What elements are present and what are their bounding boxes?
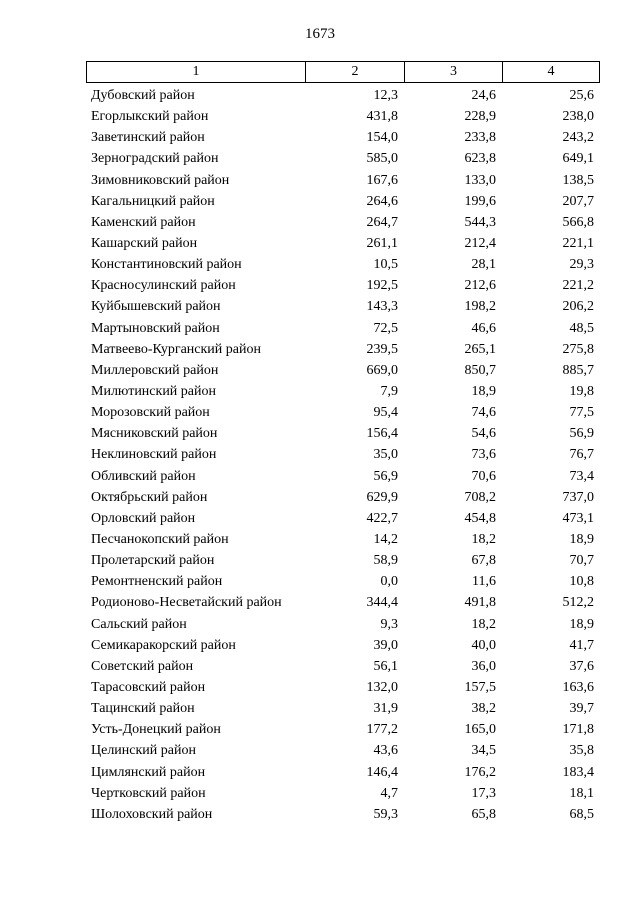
value-col-4: 221,2: [562, 278, 594, 294]
district-name: Тарасовский район: [91, 679, 206, 695]
column-header-2: 2: [306, 62, 405, 82]
value-col-3: 24,6: [471, 88, 496, 103]
value-col-3: 36,0: [471, 658, 496, 674]
value-col-3: 198,2: [464, 299, 496, 315]
district-name: Чертковский район: [91, 785, 206, 801]
value-col-4: 649,1: [562, 151, 594, 167]
table-row: [86, 529, 600, 550]
value-col-4: 68,5: [569, 806, 594, 822]
value-col-4: 207,7: [562, 193, 594, 209]
district-name: Морозовский район: [91, 405, 210, 421]
table-row: [86, 127, 600, 148]
value-col-2: 264,7: [366, 214, 398, 230]
table-row: [86, 318, 600, 339]
table-body: [86, 85, 600, 825]
district-name: Зимовниковский район: [91, 172, 230, 188]
district-name: Мартыновский район: [91, 320, 220, 336]
district-name: Красносулинский район: [91, 278, 236, 294]
column-header-1: 1: [87, 62, 306, 82]
table-row: [86, 423, 600, 444]
value-col-4: 10,8: [569, 574, 594, 590]
district-name: Тацинский район: [91, 701, 195, 717]
value-col-2: 585,0: [366, 151, 398, 167]
value-col-3: 544,3: [464, 214, 496, 230]
value-col-2: 9,3: [380, 616, 398, 632]
district-name: Матвеево-Курганский район: [91, 341, 261, 357]
value-col-2: 10,5: [373, 257, 398, 273]
district-name: Куйбышевский район: [91, 299, 221, 315]
value-col-2: 239,5: [366, 341, 398, 357]
district-name: Зерноградский район: [91, 151, 219, 167]
value-col-4: 18,1: [569, 785, 594, 801]
value-col-3: 38,2: [471, 701, 496, 717]
value-col-2: 14,2: [373, 531, 398, 547]
value-col-4: 885,7: [562, 362, 594, 378]
value-col-2: 39,0: [373, 637, 398, 653]
table-row: [86, 254, 600, 275]
table-row: [86, 677, 600, 698]
value-col-4: 171,8: [562, 722, 594, 738]
table-row: [86, 614, 600, 635]
value-col-2: 192,5: [366, 278, 398, 294]
district-name: Егорлыкский район: [91, 109, 209, 125]
value-col-2: 12,3: [373, 88, 398, 103]
value-col-3: 18,9: [471, 383, 496, 399]
value-col-4: 221,1: [562, 235, 594, 251]
value-col-4: 206,2: [562, 299, 594, 315]
value-col-3: 28,1: [471, 257, 496, 273]
value-col-3: 176,2: [464, 764, 496, 780]
value-col-2: 261,1: [366, 235, 398, 251]
district-name: Кагальницкий район: [91, 193, 215, 209]
table-header: [86, 61, 600, 83]
value-col-3: 70,6: [471, 468, 496, 484]
value-col-2: 72,5: [373, 320, 398, 336]
value-col-3: 54,6: [471, 426, 496, 442]
value-col-3: 454,8: [464, 510, 496, 526]
value-col-3: 850,7: [464, 362, 496, 378]
district-name: Усть-Донецкий район: [91, 722, 221, 738]
district-name: Орловский район: [91, 510, 196, 526]
value-col-2: 422,7: [366, 510, 398, 526]
value-col-4: 37,6: [569, 658, 594, 674]
value-col-4: 41,7: [569, 637, 594, 653]
value-col-3: 67,8: [471, 553, 496, 569]
table-row: [86, 106, 600, 127]
value-col-4: 29,3: [569, 257, 594, 273]
table-row: [86, 360, 600, 381]
district-name: Каменский район: [91, 214, 196, 230]
value-col-4: 18,9: [569, 531, 594, 547]
table-row: [86, 85, 600, 106]
value-col-4: 238,0: [562, 109, 594, 125]
column-header-4: 4: [547, 64, 555, 79]
district-name: Целинский район: [91, 743, 196, 759]
value-col-3: 18,2: [471, 616, 496, 632]
value-col-3: 165,0: [464, 722, 496, 738]
value-col-2: 43,6: [373, 743, 398, 759]
value-col-4: 243,2: [562, 130, 594, 146]
value-col-2: 431,8: [366, 109, 398, 125]
value-col-2: 7,9: [380, 383, 398, 399]
table-row: [86, 275, 600, 296]
value-col-2: 132,0: [366, 679, 398, 695]
value-col-2: 146,4: [366, 764, 398, 780]
district-name: Заветинский район: [91, 130, 205, 146]
district-name: Обливский район: [91, 468, 196, 484]
value-col-2: 4,7: [380, 785, 398, 801]
value-col-2: 156,4: [366, 426, 398, 442]
district-name: Неклиновский район: [91, 447, 217, 463]
value-col-2: 56,1: [373, 658, 398, 674]
value-col-3: 46,6: [471, 320, 496, 336]
district-name: Цимлянский район: [91, 764, 206, 780]
value-col-4: 70,7: [569, 553, 594, 569]
value-col-2: 35,0: [373, 447, 398, 463]
value-col-2: 56,9: [373, 468, 398, 484]
district-name: Родионово-Несветайский район: [91, 595, 282, 611]
table-row: [86, 550, 600, 571]
value-col-4: 76,7: [569, 447, 594, 463]
value-col-4: 183,4: [562, 764, 594, 780]
value-col-2: 143,3: [366, 299, 398, 315]
value-col-2: 177,2: [366, 722, 398, 738]
value-col-3: 73,6: [471, 447, 496, 463]
value-col-3: 34,5: [471, 743, 496, 759]
value-col-2: 59,3: [373, 806, 398, 822]
district-name: Семикаракорский район: [91, 637, 236, 653]
value-col-2: 344,4: [366, 595, 398, 611]
value-col-2: 58,9: [373, 553, 398, 569]
table-row: [86, 508, 600, 529]
district-name: Константиновский район: [91, 257, 242, 273]
table-row: [86, 212, 600, 233]
value-col-4: 25,6: [569, 88, 594, 103]
district-name: Советский район: [91, 658, 194, 674]
table-row: [86, 592, 600, 613]
value-col-2: 0,0: [380, 574, 398, 590]
value-col-3: 233,8: [464, 130, 496, 146]
table-row: [86, 170, 600, 191]
table-row: [86, 698, 600, 719]
value-col-2: 629,9: [366, 489, 398, 505]
district-name: Шолоховский район: [91, 806, 213, 822]
table-row: [86, 719, 600, 740]
district-name: Кашарский район: [91, 235, 198, 251]
value-col-2: 95,4: [373, 405, 398, 421]
district-name: Пролетарский район: [91, 553, 215, 569]
value-col-4: 35,8: [569, 743, 594, 759]
table-row: [86, 381, 600, 402]
table-row: [86, 571, 600, 592]
value-col-4: 18,9: [569, 616, 594, 632]
table-row: [86, 233, 600, 254]
value-col-4: 737,0: [562, 489, 594, 505]
table-row: [86, 148, 600, 169]
value-col-3: 491,8: [464, 595, 496, 611]
value-col-4: 275,8: [562, 341, 594, 357]
value-col-4: 77,5: [569, 405, 594, 421]
value-col-3: 265,1: [464, 341, 496, 357]
value-col-3: 228,9: [464, 109, 496, 125]
value-col-4: 473,1: [562, 510, 594, 526]
value-col-3: 40,0: [471, 637, 496, 653]
value-col-4: 48,5: [569, 320, 594, 336]
table-row: [86, 444, 600, 465]
value-col-4: 19,8: [569, 383, 594, 399]
table-row: [86, 635, 600, 656]
district-name: Октябрьский район: [91, 489, 208, 505]
value-col-3: 18,2: [471, 531, 496, 547]
table-row: [86, 740, 600, 761]
page-number: 1673: [305, 26, 335, 42]
value-col-2: 264,6: [366, 193, 398, 209]
value-col-4: 56,9: [569, 426, 594, 442]
value-col-4: 163,6: [562, 679, 594, 695]
value-col-2: 167,6: [366, 172, 398, 188]
table-row: [86, 339, 600, 360]
table-row: [86, 656, 600, 677]
table-row: [86, 487, 600, 508]
value-col-3: 11,6: [472, 574, 496, 590]
table-row: [86, 296, 600, 317]
district-name: Мясниковский район: [91, 426, 218, 442]
value-col-3: 74,6: [471, 405, 496, 421]
value-col-3: 212,6: [464, 278, 496, 294]
value-col-4: 512,2: [562, 595, 594, 611]
table-row: [86, 466, 600, 487]
value-col-3: 623,8: [464, 151, 496, 167]
value-col-3: 199,6: [464, 193, 496, 209]
value-col-4: 39,7: [569, 701, 594, 717]
table-row: [86, 402, 600, 423]
value-col-3: 133,0: [464, 172, 496, 188]
value-col-3: 157,5: [464, 679, 496, 695]
district-name: Сальский район: [91, 616, 187, 632]
table-row: [86, 804, 600, 825]
district-name: Дубовский район: [91, 88, 195, 103]
value-col-2: 154,0: [366, 130, 398, 146]
value-col-3: 17,3: [471, 785, 496, 801]
value-col-3: 212,4: [464, 235, 496, 251]
table-row: [86, 762, 600, 783]
value-col-4: 138,5: [562, 172, 594, 188]
value-col-2: 31,9: [373, 701, 398, 717]
value-col-4: 73,4: [569, 468, 594, 484]
table-row: [86, 191, 600, 212]
value-col-4: 566,8: [562, 214, 594, 230]
district-name: Миллеровский район: [91, 362, 219, 378]
district-name: Ремонтненский район: [91, 574, 223, 590]
district-name: Милютинский район: [91, 383, 217, 399]
district-name: Песчанокопский район: [91, 531, 229, 547]
table-row: [86, 783, 600, 804]
value-col-3: 65,8: [471, 806, 496, 822]
column-header-3: 3: [405, 62, 503, 82]
value-col-2: 669,0: [366, 362, 398, 378]
value-col-3: 708,2: [464, 489, 496, 505]
